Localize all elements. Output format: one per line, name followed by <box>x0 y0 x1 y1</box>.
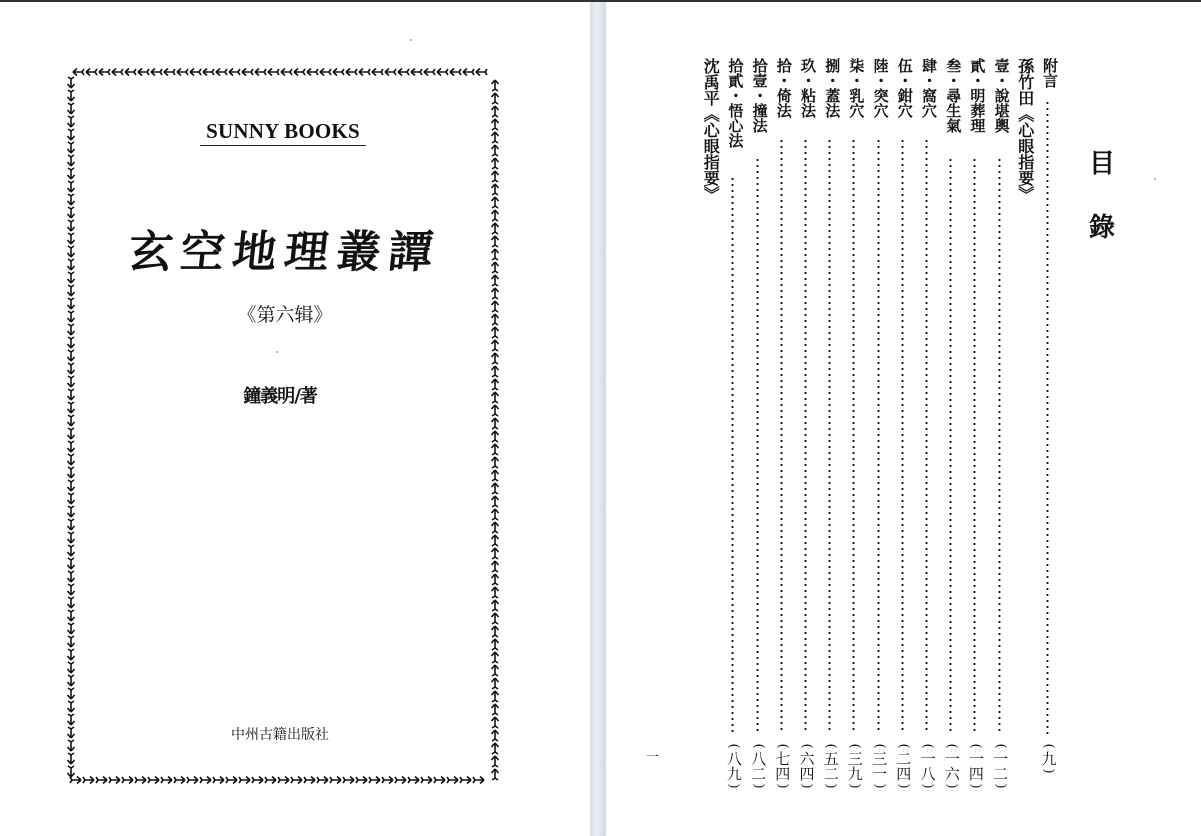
toc-entry-label: 拾壹・撞法 <box>750 58 769 133</box>
arrow-icon <box>492 249 499 260</box>
arrow-icon <box>492 366 499 377</box>
arrow-icon <box>68 545 75 556</box>
arrow-icon <box>346 69 357 76</box>
paren-close-icon: ) <box>774 783 790 789</box>
arrow-icon <box>492 730 499 741</box>
toc-entry <box>1037 58 1059 800</box>
paren-close-icon: ) <box>726 783 742 789</box>
arrow-icon <box>122 777 133 784</box>
toc-page-number <box>795 741 817 791</box>
arrow-icon <box>268 69 279 76</box>
toc-entry-label: 玖・粘法 <box>799 58 817 118</box>
arrow-icon <box>385 69 396 76</box>
decorative-arrow-border <box>64 65 502 787</box>
toc-entry-label: 拾貳・悟心法 <box>726 58 745 148</box>
arrow-icon <box>68 207 75 218</box>
arrow-icon <box>68 597 75 608</box>
arrow-icon <box>492 574 499 585</box>
arrow-icon <box>492 80 499 91</box>
arrow-icon <box>473 777 484 784</box>
page-number-text: 三九 <box>845 751 864 781</box>
arrow-icon <box>68 714 75 725</box>
arrow-icon <box>96 777 107 784</box>
toc-heading: 目錄 <box>1088 149 1115 243</box>
paren-close-icon: ) <box>895 783 911 789</box>
arrow-icon <box>83 777 94 784</box>
arrow-icon <box>492 223 499 234</box>
cover-page <box>0 2 590 836</box>
arrow-icon <box>492 678 499 689</box>
toc-entry-label: 捌・蓋法 <box>823 58 842 118</box>
arrow-icon <box>68 103 75 114</box>
arrow-icon <box>68 727 75 738</box>
arrow-icon <box>408 777 419 784</box>
arrow-icon <box>447 777 458 784</box>
toc-entry-label: 壹・說堪輿 <box>992 58 1011 133</box>
arrow-icon <box>434 777 445 784</box>
toc-entry <box>916 58 938 800</box>
arrow-icon <box>492 600 499 611</box>
arrow-icon <box>492 548 499 559</box>
toc-page-number <box>771 741 793 791</box>
paren-open-icon: ( <box>847 743 863 749</box>
arrow-icon <box>492 496 499 507</box>
arrow-icon <box>492 236 499 247</box>
page-folio: 一 <box>646 750 660 765</box>
toc-entry <box>795 58 817 800</box>
toc-page-number <box>868 741 890 791</box>
arrow-icon <box>411 69 422 76</box>
paren-close-icon: ) <box>1041 768 1056 774</box>
arrow-icon <box>492 197 499 208</box>
arrow-icon <box>68 90 75 101</box>
scan-speck <box>1154 178 1156 180</box>
arrow-icon <box>226 777 237 784</box>
arrow-icon <box>476 69 487 76</box>
arrow-icon <box>112 69 123 76</box>
scan-speck <box>276 351 278 353</box>
arrow-icon <box>161 777 172 784</box>
toc-page-number <box>819 741 841 791</box>
arrow-icon <box>492 639 499 650</box>
dot-leader <box>828 138 831 734</box>
arrow-icon <box>68 116 75 127</box>
arrow-icon <box>68 558 75 569</box>
arrow-icon <box>68 753 75 764</box>
arrow-icon <box>278 777 289 784</box>
toc-entry <box>892 58 914 800</box>
arrow-icon <box>333 69 344 76</box>
arrow-icon <box>492 288 499 299</box>
toc-page-number <box>989 741 1011 791</box>
page-number-text: 一四 <box>966 751 985 781</box>
arrow-icon <box>68 402 75 413</box>
arrow-icon <box>330 777 341 784</box>
scan-speck <box>410 39 412 41</box>
arrow-icon <box>68 467 75 478</box>
arrow-icon <box>372 69 383 76</box>
arrow-icon <box>265 777 276 784</box>
arrow-icon <box>460 777 471 784</box>
arrow-icon <box>68 220 75 231</box>
arrow-icon <box>492 613 499 624</box>
dot-leader <box>998 157 1001 734</box>
page-number-text: 七四 <box>773 751 792 781</box>
arrow-icon <box>359 69 370 76</box>
arrow-icon <box>68 285 75 296</box>
arrow-icon <box>492 769 499 780</box>
arrow-icon <box>343 777 354 784</box>
toc-entry <box>747 58 769 800</box>
page-number-text: 八九 <box>724 751 743 781</box>
arrow-icon <box>492 587 499 598</box>
arrow-border-icon <box>64 65 502 787</box>
paren-open-icon: ( <box>823 743 839 749</box>
paren-open-icon: ( <box>726 743 742 749</box>
arrow-icon <box>291 777 302 784</box>
paren-close-icon: ) <box>750 783 766 789</box>
arrow-icon <box>125 69 136 76</box>
arrow-icon <box>492 756 499 767</box>
arrow-icon <box>68 766 75 777</box>
paren-open-icon: ( <box>944 743 960 749</box>
arrow-icon <box>68 389 75 400</box>
paren-close-icon: ) <box>920 783 935 789</box>
arrow-icon <box>68 415 75 426</box>
arrow-icon <box>492 327 499 338</box>
dot-leader <box>804 138 807 734</box>
dot-leader <box>852 138 855 734</box>
arrow-icon <box>200 777 211 784</box>
arrow-icon <box>492 106 499 117</box>
arrow-icon <box>68 337 75 348</box>
page-number-text: 一六 <box>942 751 961 781</box>
arrow-icon <box>68 155 75 166</box>
arrow-icon <box>70 777 81 784</box>
toc-entry-label: 拾・倚法 <box>774 58 793 118</box>
arrow-icon <box>450 69 461 76</box>
page-number-text: 五二 <box>821 751 840 781</box>
paren-open-icon: ( <box>774 743 790 749</box>
arrow-icon <box>68 194 75 205</box>
dot-leader <box>780 138 783 734</box>
arrow-icon <box>320 69 331 76</box>
page-number-text: 一二 <box>991 751 1010 781</box>
arrow-icon <box>421 777 432 784</box>
arrow-icon <box>492 704 499 715</box>
toc-entry <box>722 58 744 800</box>
arrow-icon <box>68 129 75 140</box>
arrow-icon <box>492 353 499 364</box>
arrow-icon <box>492 431 499 442</box>
arrow-icon <box>492 119 499 130</box>
author-line: 鐘義明/著 <box>243 386 317 407</box>
arrow-icon <box>68 350 75 361</box>
arrow-icon <box>242 69 253 76</box>
toc-entry <box>964 58 986 800</box>
arrow-icon <box>216 69 227 76</box>
arrow-icon <box>174 777 185 784</box>
toc-entry <box>771 58 793 800</box>
arrow-icon <box>164 69 175 76</box>
arrow-icon <box>492 93 499 104</box>
arrow-icon <box>255 69 266 76</box>
toc-page-number <box>747 741 769 791</box>
toc-page-number <box>722 741 744 791</box>
arrow-icon <box>68 571 75 582</box>
arrow-icon <box>68 454 75 465</box>
paren-open-icon: ( <box>992 743 1008 749</box>
arrow-icon <box>281 69 292 76</box>
toc-page-number <box>916 741 938 791</box>
arrow-icon <box>68 181 75 192</box>
arrow-icon <box>213 777 224 784</box>
arrow-icon <box>68 688 75 699</box>
arrow-icon <box>492 275 499 286</box>
paren-open-icon: ( <box>750 743 766 749</box>
arrow-icon <box>68 519 75 530</box>
toc-entry-label: 附言 <box>1041 58 1059 88</box>
arrow-icon <box>68 636 75 647</box>
arrow-icon <box>68 233 75 244</box>
toc-page-number <box>843 741 865 791</box>
arrow-icon <box>424 69 435 76</box>
arrow-icon <box>86 69 97 76</box>
publisher-brand: SUNNY BOOKS <box>206 119 360 143</box>
arrow-icon <box>68 532 75 543</box>
page-number-text: 二四 <box>894 751 913 781</box>
arrow-icon <box>68 649 75 660</box>
arrow-icon <box>492 171 499 182</box>
arrow-icon <box>463 69 474 76</box>
paren-close-icon: ) <box>968 783 984 789</box>
toc-entry <box>989 58 1011 800</box>
toc-page-number <box>1037 741 1059 776</box>
arrow-icon <box>304 777 315 784</box>
paren-close-icon: ) <box>871 783 887 789</box>
arrow-icon <box>492 509 499 520</box>
toc-entry-label: 貳・明葬理 <box>968 58 987 133</box>
arrow-icon <box>356 777 367 784</box>
toc-entry-label: 伍・鉗穴 <box>895 58 914 118</box>
arrow-icon <box>68 142 75 153</box>
arrow-icon <box>68 168 75 179</box>
arrow-icon <box>492 379 499 390</box>
paren-open-icon: ( <box>1041 743 1056 749</box>
arrow-icon <box>68 311 75 322</box>
toc-entry-label: 叁・尋生氣 <box>944 58 963 133</box>
arrow-icon <box>437 69 448 76</box>
arrow-icon <box>492 158 499 169</box>
dot-leader <box>731 176 734 734</box>
arrow-icon <box>317 777 328 784</box>
dot-leader <box>1046 100 1049 734</box>
paren-close-icon: ) <box>823 783 839 789</box>
dot-leader <box>949 157 952 734</box>
page-number-text: 三一 <box>870 751 889 781</box>
book-gutter <box>590 2 606 836</box>
toc-entry <box>698 58 720 800</box>
arrow-icon <box>68 246 75 257</box>
arrow-icon <box>492 314 499 325</box>
arrow-icon <box>187 777 198 784</box>
arrow-icon <box>492 561 499 572</box>
arrow-icon <box>492 262 499 273</box>
arrow-icon <box>68 493 75 504</box>
arrow-icon <box>68 740 75 751</box>
arrow-icon <box>252 777 263 784</box>
dot-leader <box>877 138 880 734</box>
toc-page <box>606 2 1201 836</box>
arrow-icon <box>68 662 75 673</box>
arrow-icon <box>239 777 250 784</box>
arrow-icon <box>68 428 75 439</box>
paren-close-icon: ) <box>847 783 863 789</box>
arrow-icon <box>492 418 499 429</box>
paren-open-icon: ( <box>895 743 911 749</box>
toc-page-number <box>940 741 962 791</box>
paren-open-icon: ( <box>799 743 814 749</box>
toc-entry <box>819 58 841 800</box>
arrow-icon <box>492 184 499 195</box>
volume-label: 《第六辑》 <box>237 304 333 326</box>
arrow-icon <box>68 77 75 88</box>
dot-leader <box>756 157 759 734</box>
dot-leader <box>925 138 928 734</box>
arrow-icon <box>99 69 110 76</box>
paren-close-icon: ) <box>992 783 1008 789</box>
toc-entry-label: 肆・窩穴 <box>920 58 938 118</box>
arrow-icon <box>492 743 499 754</box>
arrow-icon <box>138 69 149 76</box>
dot-leader <box>973 157 976 734</box>
arrow-icon <box>68 584 75 595</box>
arrow-icon <box>398 69 409 76</box>
toc-entry-label: 陸・突穴 <box>871 58 890 118</box>
book-title: 玄空地理叢譚 <box>125 227 444 278</box>
arrow-icon <box>73 69 84 76</box>
arrow-icon <box>369 777 380 784</box>
arrow-icon <box>68 272 75 283</box>
arrow-icon <box>492 132 499 143</box>
arrow-icon <box>492 301 499 312</box>
arrow-icon <box>307 69 318 76</box>
toc-section-title: 孫竹田《心眼指要》 <box>1015 58 1035 202</box>
arrow-icon <box>492 691 499 702</box>
arrow-icon <box>68 675 75 686</box>
arrow-icon <box>492 457 499 468</box>
arrow-icon <box>68 441 75 452</box>
brand-underline <box>200 145 366 146</box>
toc-section-title: 沈禹平《心眼指要》 <box>701 58 721 202</box>
arrow-icon <box>492 392 499 403</box>
dot-leader <box>901 138 904 734</box>
arrow-icon <box>190 69 201 76</box>
arrow-icon <box>492 717 499 728</box>
toc-page-number <box>964 741 986 791</box>
arrow-icon <box>492 340 499 351</box>
arrow-icon <box>68 298 75 309</box>
arrow-icon <box>68 623 75 634</box>
page-number-text: 九 <box>1039 751 1058 766</box>
arrow-icon <box>68 480 75 491</box>
arrow-icon <box>492 665 499 676</box>
arrow-icon <box>68 610 75 621</box>
arrow-icon <box>492 145 499 156</box>
toc-entry <box>843 58 865 800</box>
toc-entry <box>1013 58 1035 800</box>
arrow-icon <box>382 777 393 784</box>
arrow-icon <box>492 626 499 637</box>
arrow-icon <box>492 444 499 455</box>
arrow-icon <box>148 777 159 784</box>
arrow-icon <box>177 69 188 76</box>
arrow-icon <box>492 405 499 416</box>
page-number-text: 八二 <box>749 751 768 781</box>
arrow-icon <box>492 535 499 546</box>
paren-close-icon: ) <box>799 783 814 789</box>
page-number-text: 六四 <box>797 751 816 781</box>
arrow-icon <box>135 777 146 784</box>
arrow-icon <box>294 69 305 76</box>
paren-open-icon: ( <box>871 743 887 749</box>
arrow-icon <box>492 522 499 533</box>
arrow-icon <box>229 69 240 76</box>
arrow-icon <box>395 777 406 784</box>
arrow-icon <box>492 210 499 221</box>
page-number-text: 一八 <box>918 751 937 781</box>
arrow-icon <box>68 259 75 270</box>
toc-entry-label: 柒・乳穴 <box>847 58 866 118</box>
toc-page-number <box>892 741 914 791</box>
toc-entry <box>940 58 962 800</box>
arrow-icon <box>151 69 162 76</box>
paren-open-icon: ( <box>968 743 984 749</box>
arrow-icon <box>68 324 75 335</box>
arrow-icon <box>68 376 75 387</box>
paren-close-icon: ) <box>944 783 960 789</box>
arrow-icon <box>68 701 75 712</box>
arrow-icon <box>492 470 499 481</box>
arrow-icon <box>109 777 120 784</box>
arrow-icon <box>492 483 499 494</box>
arrow-icon <box>68 506 75 517</box>
toc-entry <box>868 58 890 800</box>
arrow-icon <box>203 69 214 76</box>
press-name: 中州古籍出版社 <box>231 727 329 743</box>
arrow-icon <box>492 652 499 663</box>
paren-open-icon: ( <box>920 743 935 749</box>
arrow-icon <box>68 363 75 374</box>
